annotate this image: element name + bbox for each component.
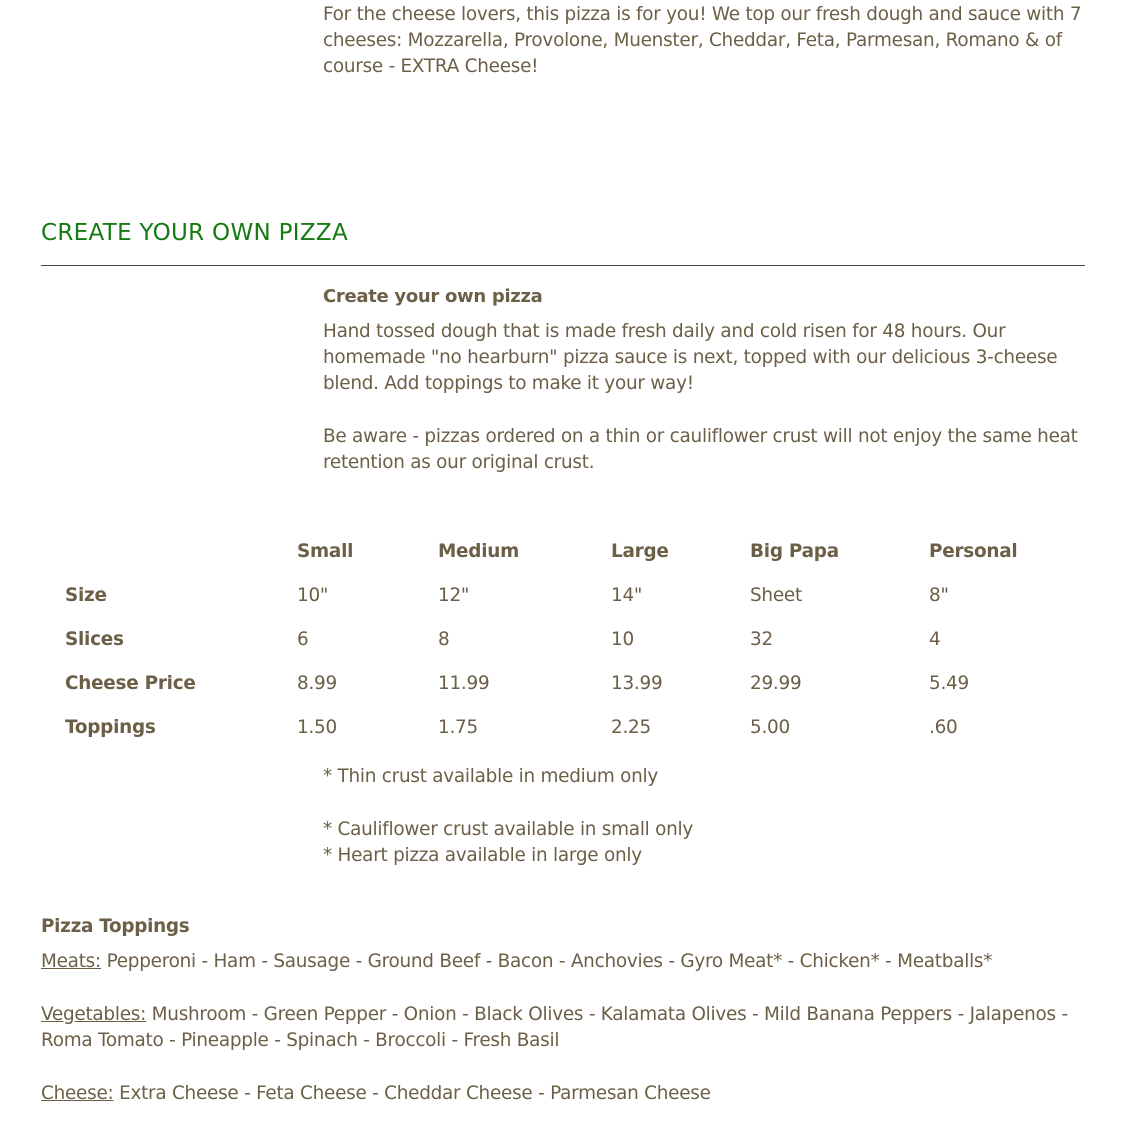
table-cell: Sheet [750,584,802,606]
table-cell: 5.49 [929,672,969,694]
row-label: Toppings [65,716,156,738]
thin-crust-note: * Thin crust available in medium only [323,766,659,787]
table-cell: 1.50 [297,716,337,738]
meats-label: Meats: [41,951,101,972]
table-cell: 4 [929,628,941,650]
table-cell: 2.25 [611,716,651,738]
table-cell: 8" [929,584,949,606]
table-cell: 14" [611,584,643,606]
toppings-title: Pizza Toppings [41,916,190,937]
item-title: Create your own pizza [323,286,543,307]
table-cell: 5.00 [750,716,790,738]
table-cell: 6 [297,628,309,650]
cheese-list: Extra Cheese - Feta Cheese - Cheddar Cheese - Parmesan Cheese [119,1083,711,1104]
table-header-cell: Big Papa [750,540,839,562]
section-divider [41,265,1085,266]
table-cell: 32 [750,628,773,650]
table-header-cell [41,529,297,573]
item-description: Hand tossed dough that is made fresh daily and cold risen for 48 hours. Our homemade "no hearburn" pizza sauce is next, topped with our delicious 3-cheese blend. Add toppings to make it your way! [323,321,1058,394]
meats-list: Pepperoni - Ham - Sausage - Ground Beef - Bacon - Anchovies - Gyro Meat* - Chicken* - Meatballs* [106,951,993,972]
table-cell: 11.99 [438,672,490,694]
table-row [41,617,1085,661]
table-cell: 10 [611,628,634,650]
vegetables-list: Mushroom - Green Pepper - Onion - Black Olives - Kalamata Olives - Mild Banana Peppers - Jalapenos - Roma Tomato - Pineapple - Spinach - Broccoli - Fresh Basil [41,1004,1068,1051]
table-row [41,661,1085,705]
table-header-cell: Small [297,540,354,562]
crust-warning: Be aware - pizzas ordered on a thin or cauliflower crust will not enjoy the same heat retention as our original crust. [323,426,1078,473]
table-cell: 29.99 [750,672,802,694]
price-table [41,529,1085,749]
heart-pizza-note: * Heart pizza available in large only [323,845,642,866]
table-row [41,573,1085,617]
table-cell: 12" [438,584,470,606]
section-title: CREATE YOUR OWN PIZZA [41,220,348,246]
cheese-lovers-description: For the cheese lovers, this pizza is for you! We top our fresh dough and sauce with 7 cheeses: Mozzarella, Provolone, Muenster, Cheddar, Feta, Parmesan, Romano & of course - EXTRA Cheese! [323,4,1082,77]
table-header-cell: Personal [929,540,1018,562]
vegetables-line [41,1002,1091,1054]
table-cell: 8.99 [297,672,337,694]
table-cell: 13.99 [611,672,663,694]
cauliflower-crust-note: * Cauliflower crust available in small only [323,819,694,840]
crust-notes [323,764,1023,869]
table-cell: .60 [929,716,958,738]
table-cell: 8 [438,628,450,650]
row-label: Slices [65,628,124,650]
table-header-cell: Large [611,540,669,562]
table-header-cell: Medium [438,540,519,562]
vegetables-label: Vegetables: [41,1004,147,1025]
row-label: Cheese Price [65,672,196,694]
row-label: Size [65,584,107,606]
toppings-list [41,949,1091,1107]
meats-line [41,949,1091,975]
cheese-label: Cheese: [41,1083,114,1104]
table-cell: 1.75 [438,716,478,738]
cheese-line [41,1081,1091,1107]
table-cell: 10" [297,584,329,606]
table-row [41,705,1085,749]
table-header-row [41,529,1085,573]
